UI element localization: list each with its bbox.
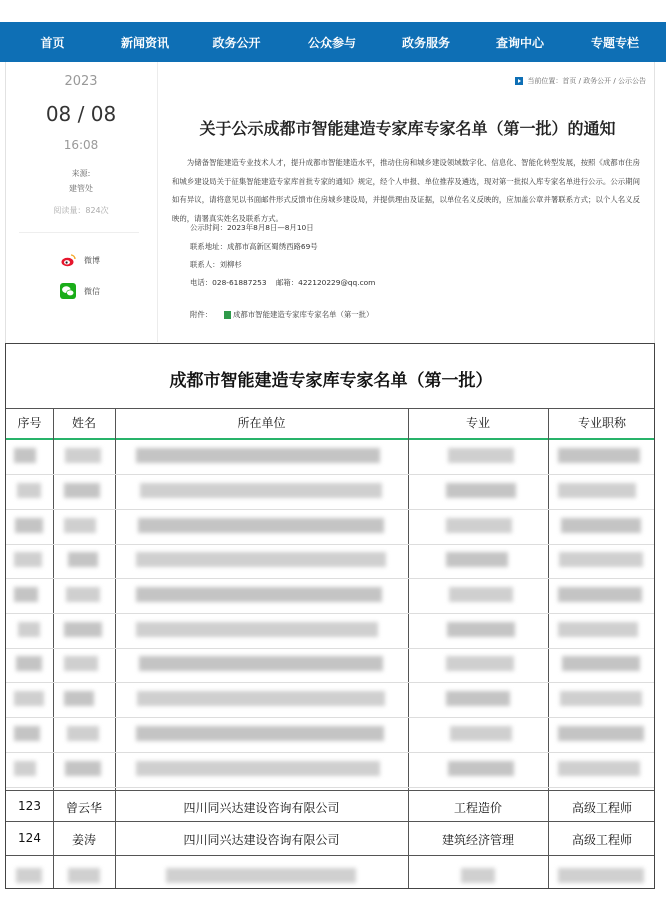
redacted-cell	[64, 691, 94, 706]
row-123-specialty: 工程造价	[453, 801, 502, 815]
table-rule	[6, 855, 655, 856]
top-strip	[0, 0, 666, 22]
redacted-cell	[140, 483, 382, 498]
redacted-cell	[68, 552, 98, 567]
redacted-cell	[136, 587, 382, 602]
redacted-cell	[14, 761, 36, 776]
row-123-title: 高级工程师	[571, 801, 632, 815]
article-title: 关于公示成都市智能建造专家库专家名单（第一批）的通知	[199, 119, 616, 138]
redacted-row	[6, 475, 655, 509]
redacted-cell	[446, 483, 516, 498]
contact-phone-email: 电话：028-61887253 邮箱：422120229@qq.com	[190, 278, 376, 287]
redacted-cell	[64, 656, 98, 671]
breadcrumb-prefix: 当前位置：	[527, 77, 563, 85]
column-header-index: 序号	[17, 416, 42, 430]
redacted-cell	[18, 622, 40, 637]
attachment-link-text: 成都市智能建造专家库专家名单（第一批）	[233, 310, 374, 319]
source-value: 建管处	[69, 184, 93, 193]
redacted-row	[6, 579, 655, 613]
redacted-row	[6, 683, 655, 717]
nav-item-special-topics[interactable]: 专题专栏	[590, 35, 639, 50]
read-count: 阅读量：824次	[53, 206, 109, 215]
redacted-row	[6, 753, 655, 787]
main-nav	[0, 22, 666, 62]
row-124-title: 高级工程师	[571, 833, 632, 847]
redacted-cell	[447, 622, 515, 637]
attachment-label: 附件：	[190, 310, 213, 319]
redacted-row	[6, 614, 655, 648]
redacted-cell	[67, 726, 99, 741]
redacted-cell	[559, 552, 643, 567]
nav-item-gov-affairs[interactable]: 政务公开	[212, 35, 261, 50]
table-rule	[6, 790, 655, 791]
redacted-cell	[14, 726, 40, 741]
nav-item-gov-services[interactable]: 政务服务	[401, 35, 450, 50]
redacted-cell	[65, 761, 101, 776]
article-body: 为储备智能建造专业技术人才，提升成都市智能建造水平，推动住房和城乡建设领域数字化、信息化、智能化转型发展，按照《成都市住房和城乡建设局关于征集智能建造专家库首批专家的通知》规定，经个人申报、单位推荐及遴选，现对第一批拟入库专家名单进行公示。公示期间如有异议，请将意见以书面邮件形式反馈市住房城乡建设局，并提供理由及证据，以单位名义反映的，应加盖公章并署联系方式；以个人名义反映的，请署真实姓名及联系方式。	[172, 158, 640, 223]
contact-address: 联系地址：成都市高新区蜀绣西路69号	[190, 242, 318, 251]
row-123-index: 123	[18, 799, 41, 813]
redacted-row	[6, 510, 655, 544]
nav-item-public-participation[interactable]: 公众参与	[307, 35, 356, 50]
redacted-cell	[66, 587, 100, 602]
row-124-index: 124	[18, 831, 41, 845]
redacted-cell	[446, 691, 510, 706]
redacted-cell	[136, 726, 384, 741]
nav-item-home[interactable]: 首页	[40, 35, 65, 50]
column-header-name: 姓名	[71, 416, 96, 430]
weibo-icon	[60, 252, 76, 268]
redacted-row-rule	[6, 787, 655, 788]
column-header-specialty: 专业	[465, 416, 490, 430]
redacted-row-bottom	[6, 860, 655, 889]
redacted-cell	[64, 518, 96, 533]
row-124-specialty: 建筑经济管理	[441, 833, 514, 847]
redacted-cell	[16, 656, 42, 671]
redacted-cell	[446, 552, 508, 567]
table-rule	[6, 821, 655, 822]
attachment-link[interactable]	[224, 309, 373, 320]
breadcrumb	[515, 76, 646, 86]
share-wechat-label: 微信	[84, 286, 100, 296]
redacted-row	[6, 544, 655, 578]
file-icon	[224, 311, 231, 319]
divider	[19, 232, 139, 233]
row-124-organization: 四川同兴达建设咨询有限公司	[183, 833, 340, 847]
expert-list-document	[5, 343, 655, 889]
row-123-name: 曾云华	[65, 801, 102, 815]
redacted-cell	[560, 691, 642, 706]
redacted-cell	[558, 448, 640, 463]
redacted-cell	[448, 448, 514, 463]
row-124-name: 姜涛	[71, 833, 96, 847]
share-weibo-button[interactable]	[60, 252, 100, 268]
redacted-cell	[139, 656, 383, 671]
contact-person: 联系人：刘柳杉	[190, 260, 242, 269]
redacted-cell	[14, 448, 36, 463]
wechat-icon	[60, 283, 76, 299]
redacted-cell	[138, 518, 384, 533]
redacted-cell	[136, 552, 386, 567]
redacted-cell	[136, 761, 380, 776]
redacted-cell	[64, 483, 100, 498]
breadcrumb-gov-affairs[interactable]: 政务公开	[583, 77, 612, 85]
publish-date: 08 / 08	[45, 102, 117, 126]
redacted-cell	[14, 552, 42, 567]
redacted-row	[6, 718, 655, 752]
share-wechat-button[interactable]	[60, 283, 100, 299]
redacted-cell	[65, 448, 101, 463]
breadcrumb-home[interactable]: 首页	[562, 77, 577, 85]
redacted-cell	[446, 518, 512, 533]
share-weibo-label: 微博	[84, 255, 100, 265]
row-123-organization: 四川同兴达建设咨询有限公司	[183, 801, 340, 815]
redacted-cell	[558, 587, 642, 602]
document-title: 成都市智能建造专家库专家名单（第一批）	[169, 371, 493, 391]
publish-year: 2023	[64, 74, 98, 89]
article-meta-sidebar	[5, 62, 158, 342]
redacted-cell	[558, 483, 636, 498]
redacted-cell	[136, 622, 378, 637]
redacted-cell	[561, 518, 641, 533]
breadcrumb-separator: /	[611, 77, 618, 85]
column-header-organization: 所在单位	[237, 416, 286, 430]
redacted-cell	[17, 483, 41, 498]
redacted-cell	[15, 518, 43, 533]
redacted-cell	[137, 691, 385, 706]
redacted-cell	[562, 656, 640, 671]
redacted-cell	[14, 691, 44, 706]
redacted-cell	[558, 622, 638, 637]
nav-item-news[interactable]: 新闻资讯	[120, 35, 169, 50]
notice-period: 公示时间：2023年8月8日—8月10日	[190, 223, 314, 232]
redacted-cell	[446, 656, 514, 671]
location-icon	[515, 77, 523, 85]
redacted-row	[6, 440, 655, 474]
redacted-cell	[448, 761, 514, 776]
redacted-cell	[558, 761, 640, 776]
column-header-title: 专业职称	[577, 416, 626, 430]
source-label: 来源:	[71, 169, 91, 178]
redacted-cell	[450, 726, 512, 741]
redacted-cell	[449, 587, 513, 602]
redacted-cell	[64, 622, 102, 637]
redacted-cell	[136, 448, 380, 463]
redacted-row	[6, 648, 655, 682]
breadcrumb-separator: /	[576, 77, 584, 85]
nav-item-query-center[interactable]: 查询中心	[495, 35, 544, 50]
redacted-cell	[14, 587, 38, 602]
redacted-cell	[558, 726, 644, 741]
publish-time: 16:08	[63, 138, 99, 152]
breadcrumb-announcements[interactable]: 公示公告	[618, 77, 646, 85]
